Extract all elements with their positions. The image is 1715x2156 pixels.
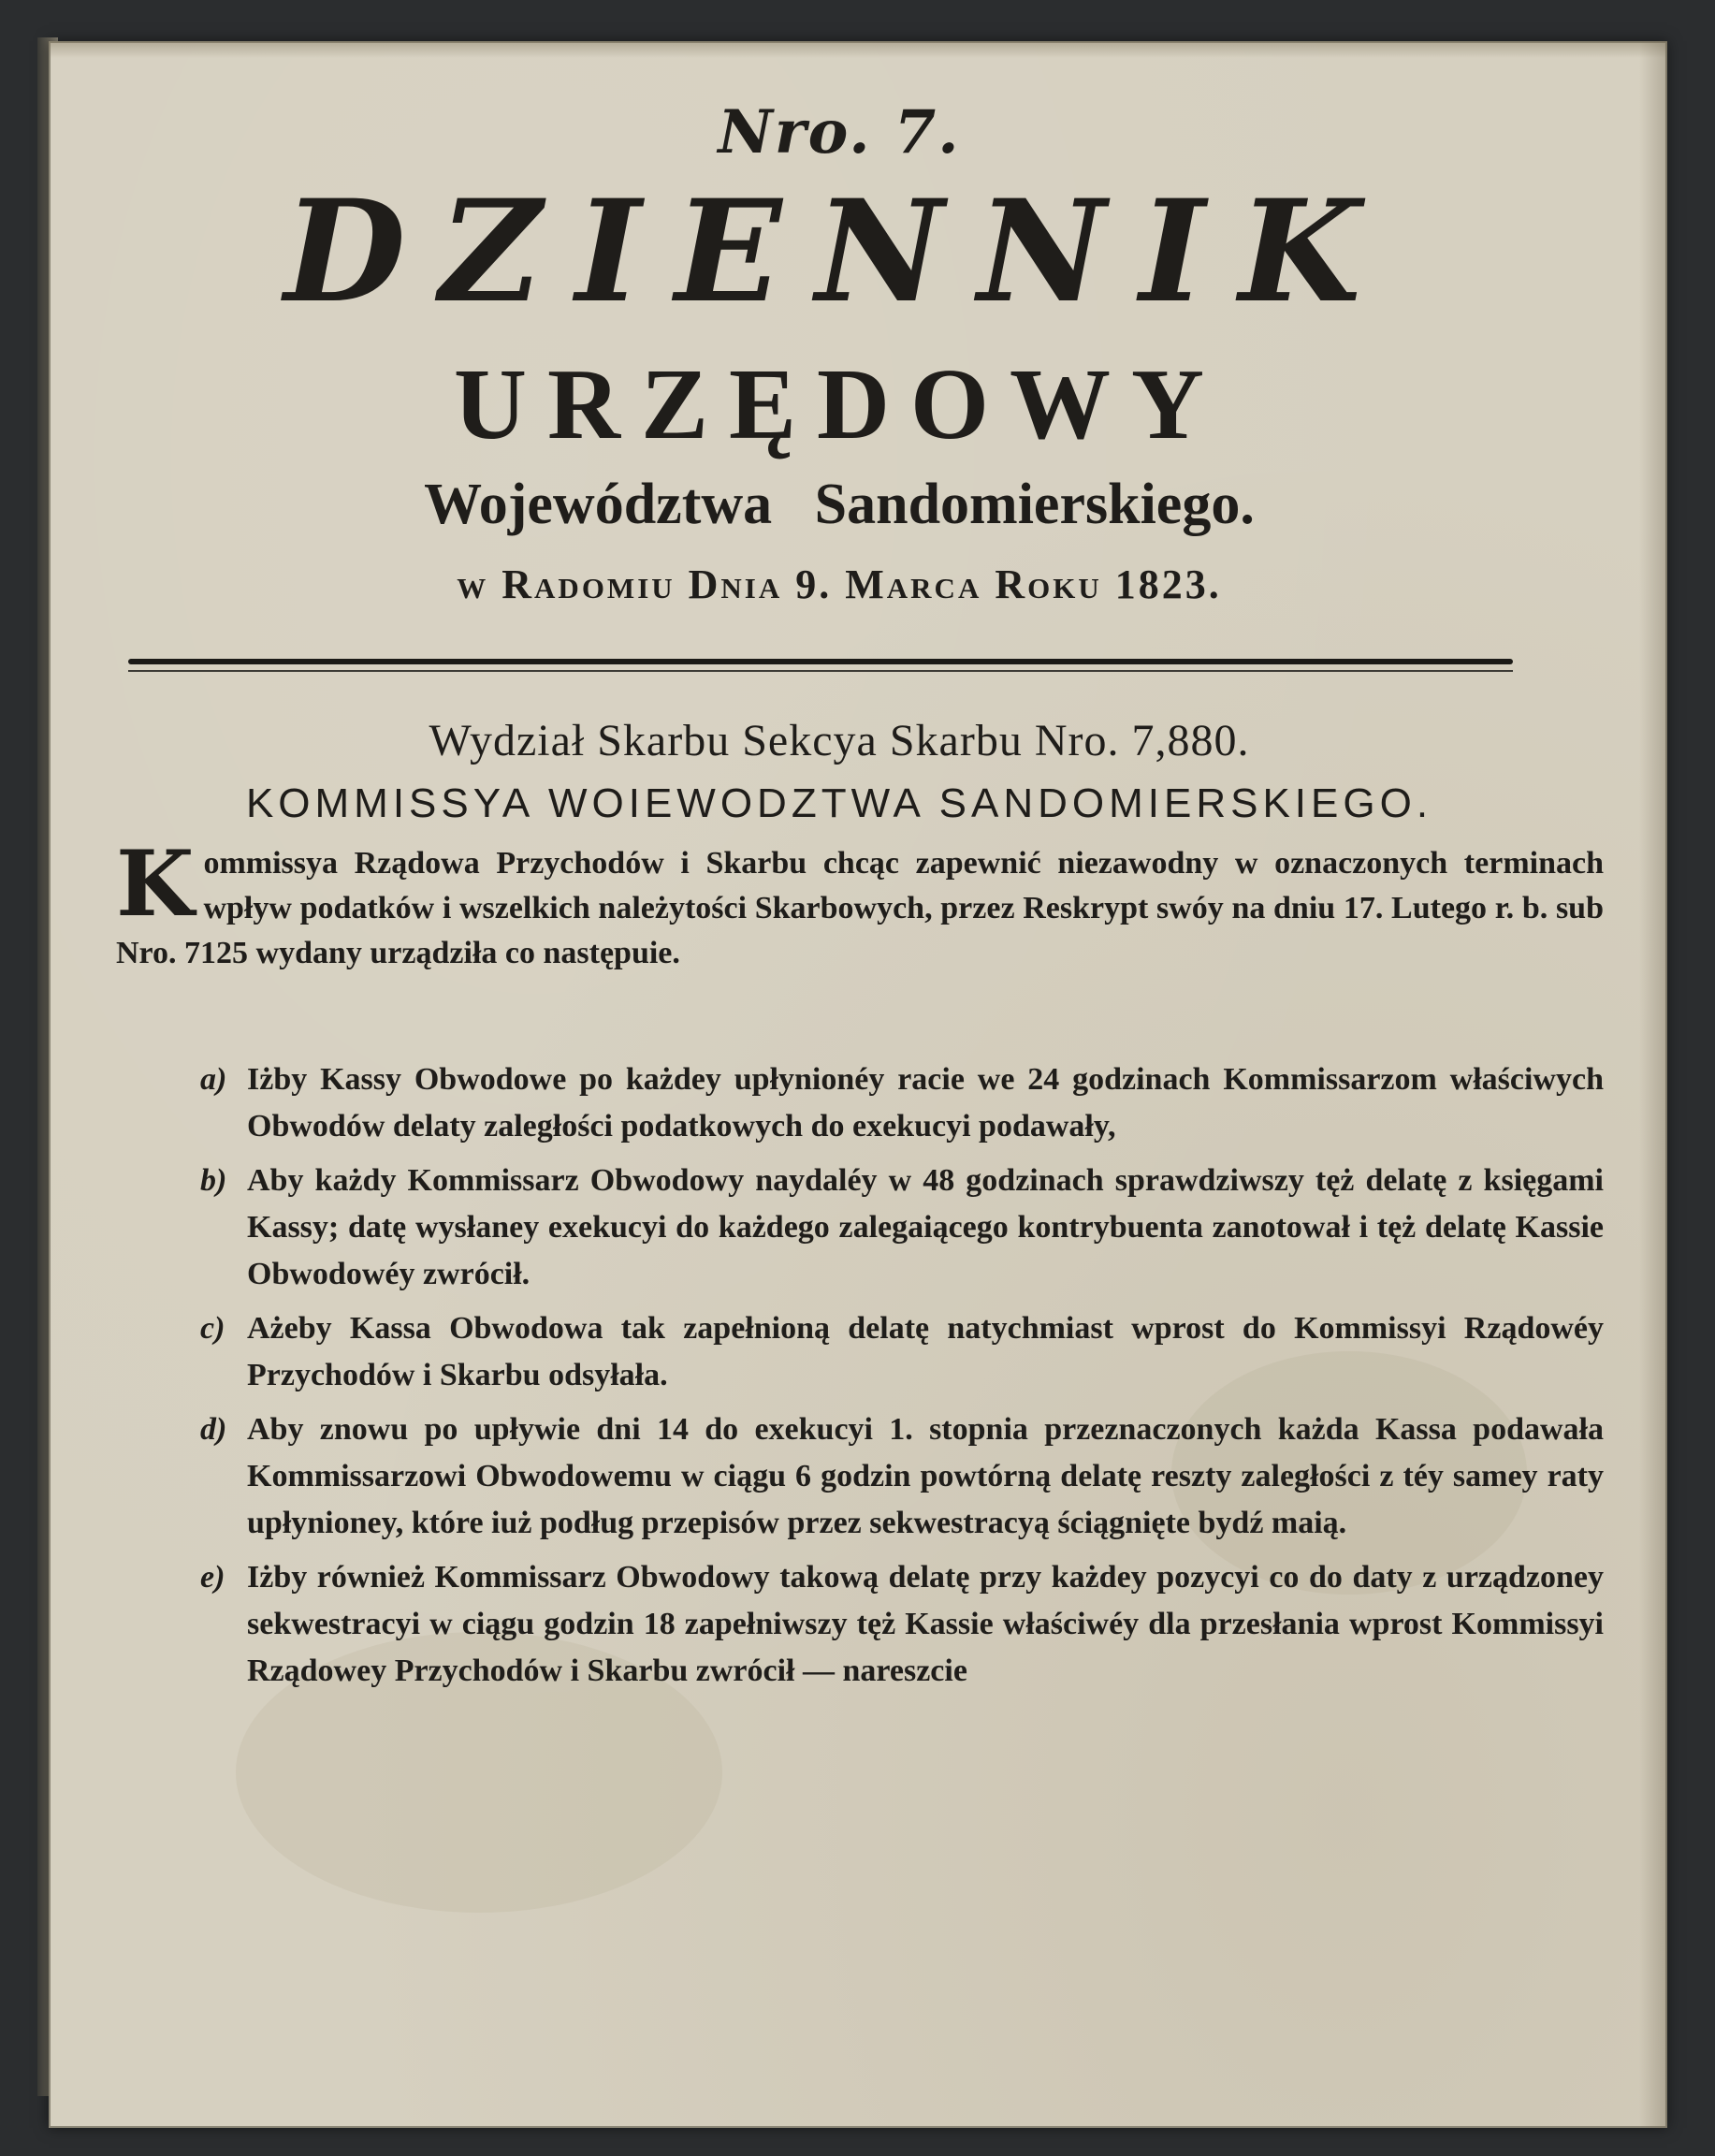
page-right-edge	[1639, 41, 1667, 2128]
item-marker: a)	[200, 1062, 227, 1097]
masthead-subtitle: URZĘDOWY	[453, 349, 1226, 460]
masthead-region: Województwa Sandomierskiego.	[424, 473, 1255, 536]
masthead-title: DZIENNIK	[283, 169, 1395, 334]
item-text: Iżby Kassy Obwodowe po każdey upłynionéy racie we 24 godzinach Kommissarzom właściwych Obwodów delaty zaległości podatkowych do exekucyi podawały,	[247, 1062, 1604, 1144]
intro-paragraph	[116, 831, 1604, 976]
ordinance-list	[116, 1056, 1604, 1702]
section-heading: Wydział Skarbu Sekcya Skarbu Nro. 7,880.	[429, 716, 1250, 765]
newspaper-page	[49, 41, 1667, 2128]
item-text: Iżby również Kommissarz Obwodowy takową delatę przy każdey pozycyi co do daty z urządzoney sekwestracyi w ciągu godzin 18 zapełniwszy tęż Kassie właściwéy dla przesłania wprost Kommissyi Rządowey Przychodów i Skarbu zwrócił — nareszcie	[247, 1560, 1604, 1688]
header-rule	[128, 659, 1513, 664]
list-item	[116, 1305, 1604, 1399]
item-marker: c)	[200, 1311, 225, 1346]
header-rule-thin	[128, 670, 1513, 672]
item-text: Ażeby Kassa Obwodowa tak zapełnioną delatę natychmiast wprost do Kommissyi Rządowéy Przychodów i Skarbu odsyłała.	[247, 1311, 1604, 1392]
list-item	[116, 1406, 1604, 1547]
item-text: Aby znowu po upływie dni 14 do exekucyi 1. stopnia przeznaczonych każda Kassa podawała Kommissarzowi Obwodowemu w ciągu 6 godzin powtórną delatę reszty zaległości z téy samey raty upłynioney, które iuż podług przepisów przez sekwestracyą ściągnięte bydź maią.	[247, 1412, 1604, 1540]
list-item	[116, 1158, 1604, 1298]
item-marker: b)	[200, 1163, 227, 1198]
item-text: Aby każdy Kommissarz Obwodowy naydaléy w 48 godzinach sprawdziwszy tęż delatę z księgami Kassy; datę wysłaney exekucyi do każdego zalegaiącego kontrybuenta zanotował i tęż delatę Kassie Obwodowéy zwrócił.	[247, 1163, 1604, 1291]
item-marker: d)	[200, 1412, 227, 1447]
list-item	[116, 1554, 1604, 1695]
intro-text: ommissya Rządowa Przychodów i Skarbu chcąc zapewnić niezawodny w oznaczonych terminach wpływ podatków i wszelkich należytości Skarbowych, przez Reskrypt swóy na dniu 17. Lutego r. b. sub Nro. 7125 wydany urządziła co następuie.	[116, 846, 1604, 970]
page-top-edge	[49, 41, 1667, 58]
issue-number: Nro. 7.	[718, 97, 961, 168]
list-item	[116, 1056, 1604, 1150]
dateline: w Radomiu Dnia 9. Marca Roku 1823.	[457, 561, 1222, 607]
item-marker: e)	[200, 1560, 225, 1595]
drop-cap: K	[116, 831, 195, 937]
issuing-authority: KOMMISSYA WOIEWODZTWA SANDOMIERSKIEGO.	[245, 780, 1433, 826]
